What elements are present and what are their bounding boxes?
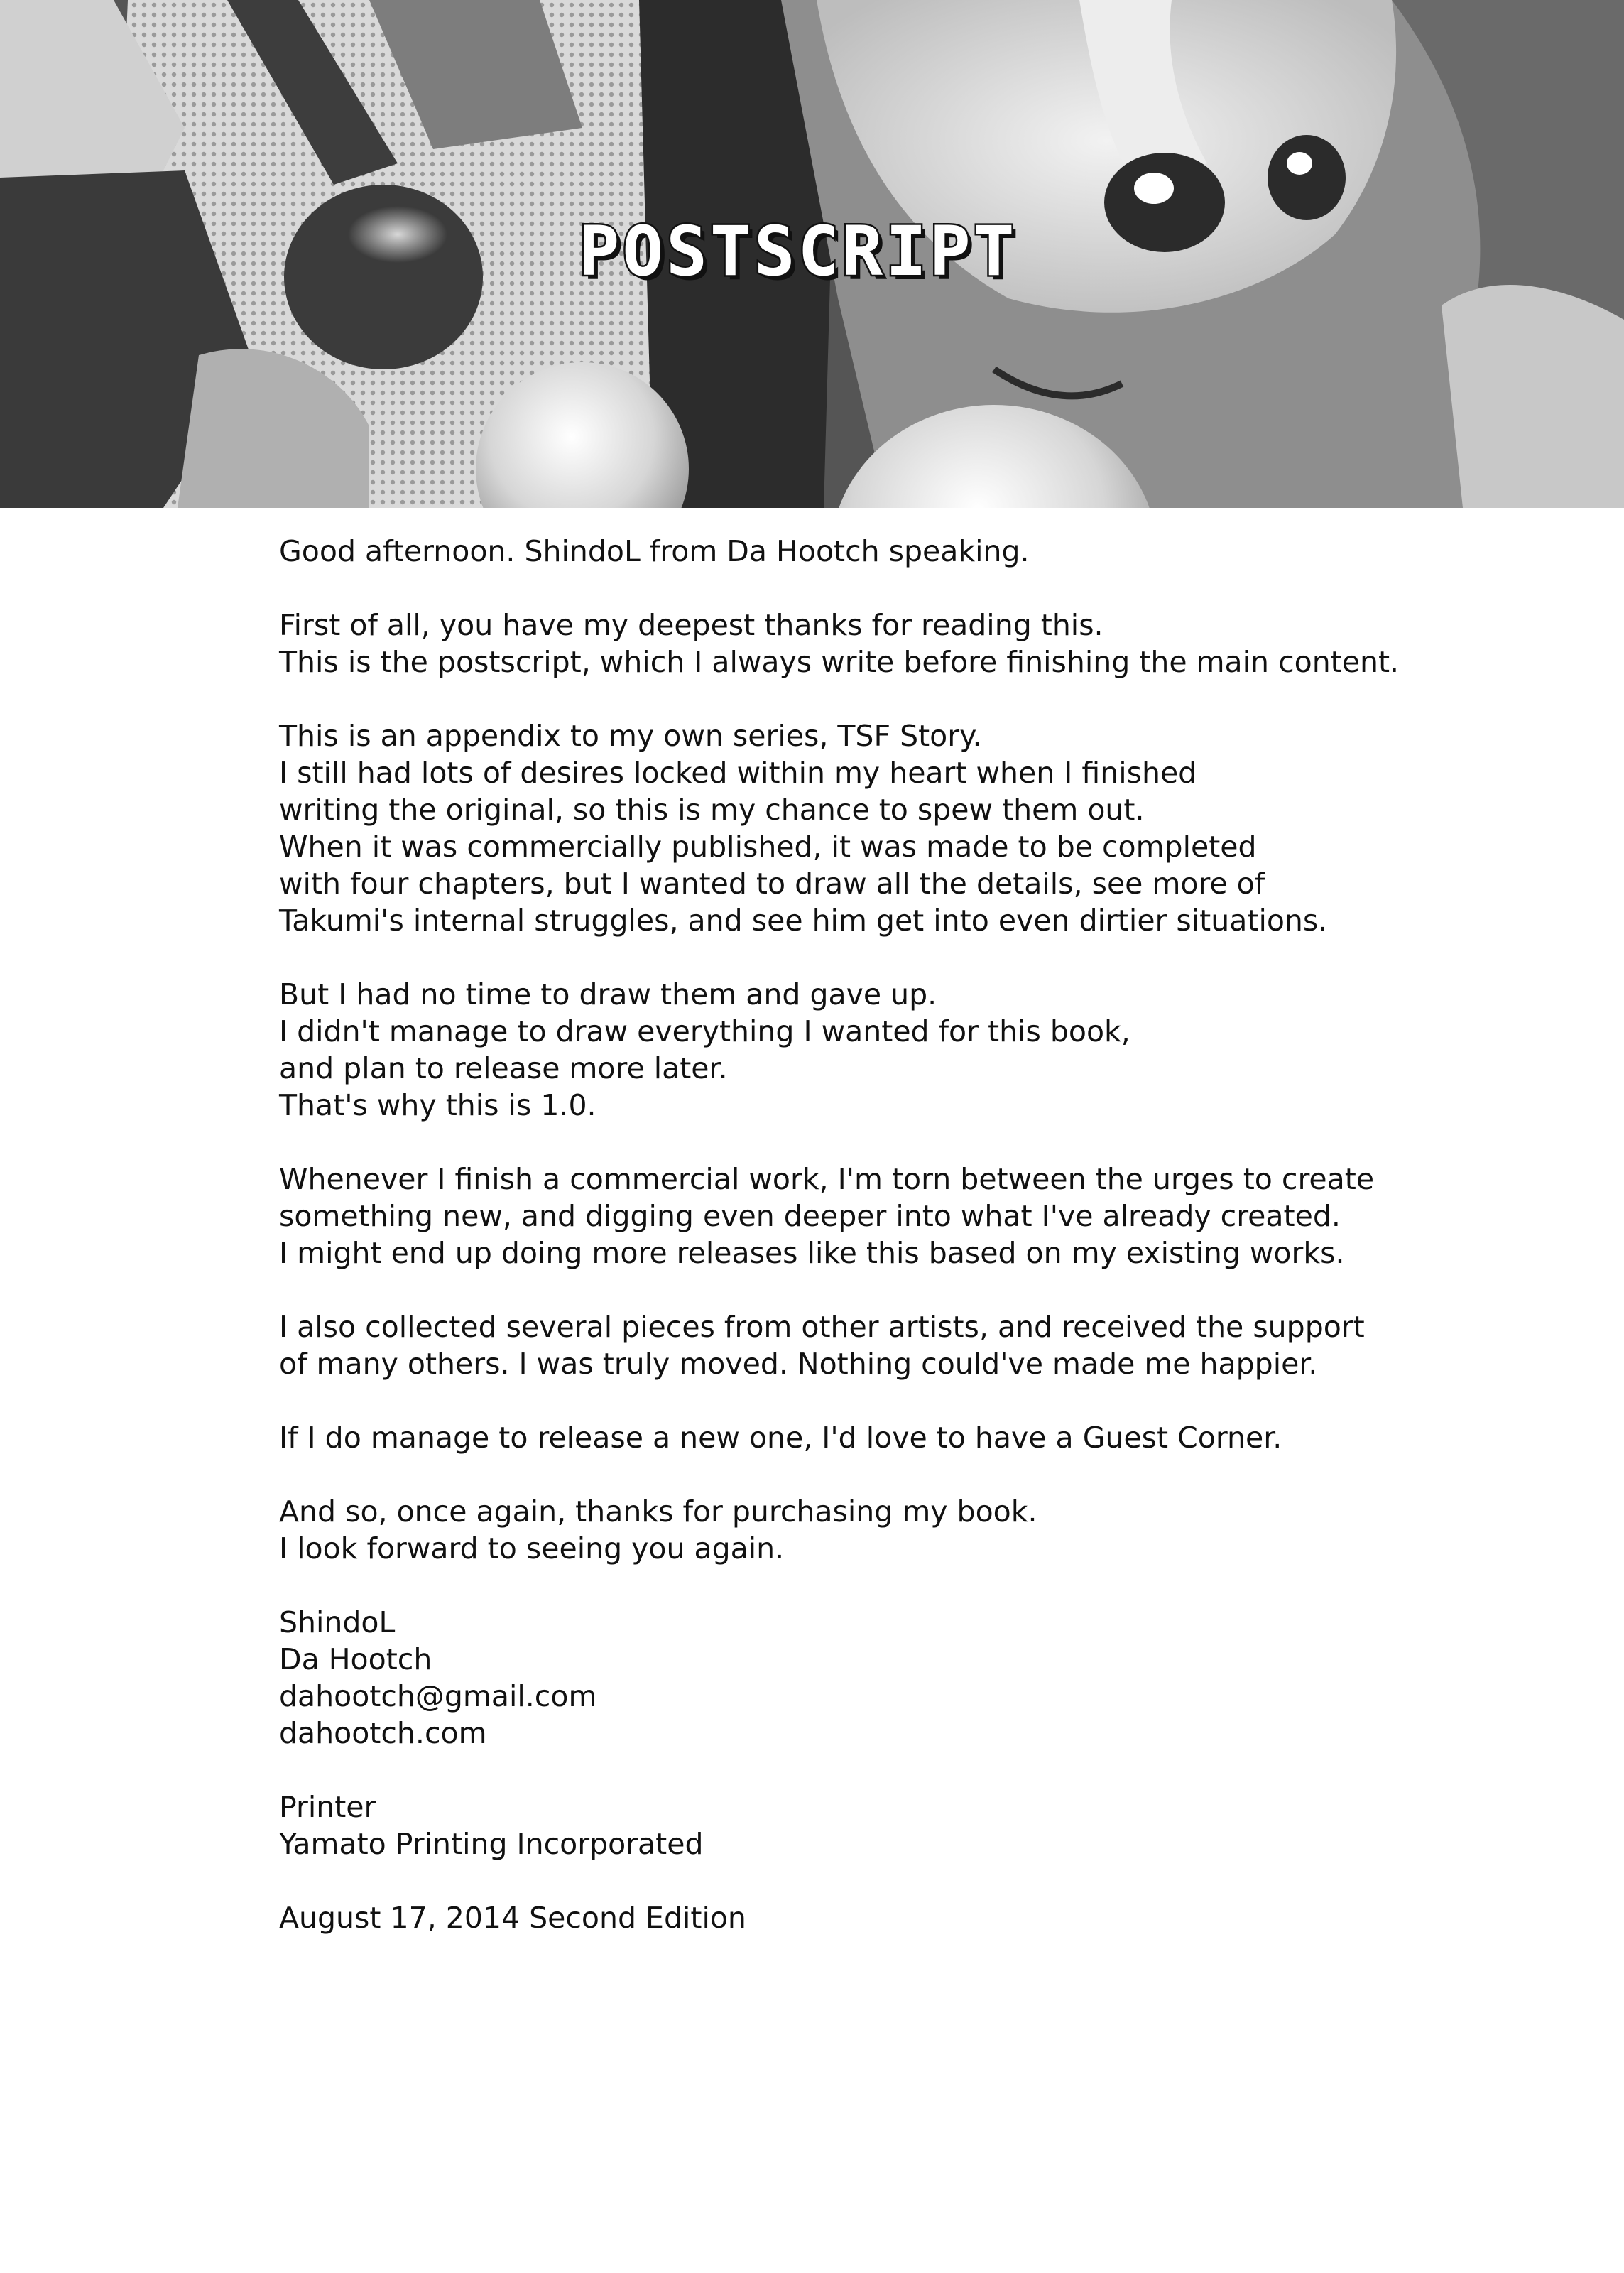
- printer-block: [279, 1789, 1429, 1862]
- text-line: But I had no time to draw them and gave up.: [279, 977, 937, 1011]
- signature-block: [279, 1604, 1429, 1752]
- printer-name: Yamato Printing Incorporated: [279, 1827, 704, 1861]
- text-line: Whenever I finish a commercial work, I'm torn between the urges to create: [279, 1162, 1375, 1196]
- contact-email: dahootch@gmail.com: [279, 1679, 597, 1713]
- text-line: with four chapters, but I wanted to draw all the details, see more of: [279, 867, 1265, 901]
- text-line: of many others. I was truly moved. Nothing could've made me happier.: [279, 1347, 1318, 1381]
- paragraph-no-time: [279, 976, 1429, 1124]
- text-line: First of all, you have my deepest thanks for reading this.: [279, 608, 1103, 642]
- edition-block: [279, 1899, 1429, 1936]
- text-line: Good afternoon. ShindoL from Da Hootch speaking.: [279, 534, 1030, 568]
- text-line: When it was commercially published, it was made to be completed: [279, 830, 1257, 864]
- text-line: I didn't manage to draw everything I wanted for this book,: [279, 1014, 1130, 1048]
- paragraph-guest-corner: [279, 1419, 1429, 1456]
- postscript-body: [279, 533, 1429, 1973]
- text-line: I still had lots of desires locked within my heart when I finished: [279, 756, 1197, 790]
- page-title: POSTSCRIPT: [578, 212, 1018, 291]
- text-line: And so, once again, thanks for purchasing my book.: [279, 1494, 1037, 1529]
- text-line: and plan to release more later.: [279, 1051, 728, 1085]
- paragraph-closing: [279, 1493, 1429, 1567]
- text-line: I look forward to seeing you again.: [279, 1531, 785, 1566]
- printer-label: Printer: [279, 1790, 376, 1824]
- text-line: I also collected several pieces from other artists, and received the support: [279, 1310, 1365, 1344]
- paragraph-greeting: [279, 533, 1429, 570]
- text-line: That's why this is 1.0.: [279, 1088, 596, 1122]
- website: dahootch.com: [279, 1716, 487, 1750]
- text-line: writing the original, so this is my chance to spew them out.: [279, 793, 1145, 827]
- text-line: I might end up doing more releases like this based on my existing works.: [279, 1236, 1345, 1270]
- paragraph-commercial-work: [279, 1161, 1429, 1271]
- edition-date: August 17, 2014 Second Edition: [279, 1901, 746, 1935]
- paragraph-appendix: [279, 717, 1429, 939]
- text-line: Takumi's internal struggles, and see him get into even dirtier situations.: [279, 904, 1328, 938]
- header-illustration: [0, 0, 1624, 508]
- text-line: If I do manage to release a new one, I'd love to have a Guest Corner.: [279, 1421, 1282, 1455]
- text-line: something new, and digging even deeper into what I've already created.: [279, 1199, 1341, 1233]
- text-line: This is the postscript, which I always write before finishing the main content.: [279, 645, 1400, 679]
- author-name: ShindoL: [279, 1605, 396, 1639]
- circle-name: Da Hootch: [279, 1642, 432, 1676]
- text-line: This is an appendix to my own series, TSF Story.: [279, 719, 982, 753]
- paragraph-thanks: [279, 607, 1429, 680]
- paragraph-other-artists: [279, 1308, 1429, 1382]
